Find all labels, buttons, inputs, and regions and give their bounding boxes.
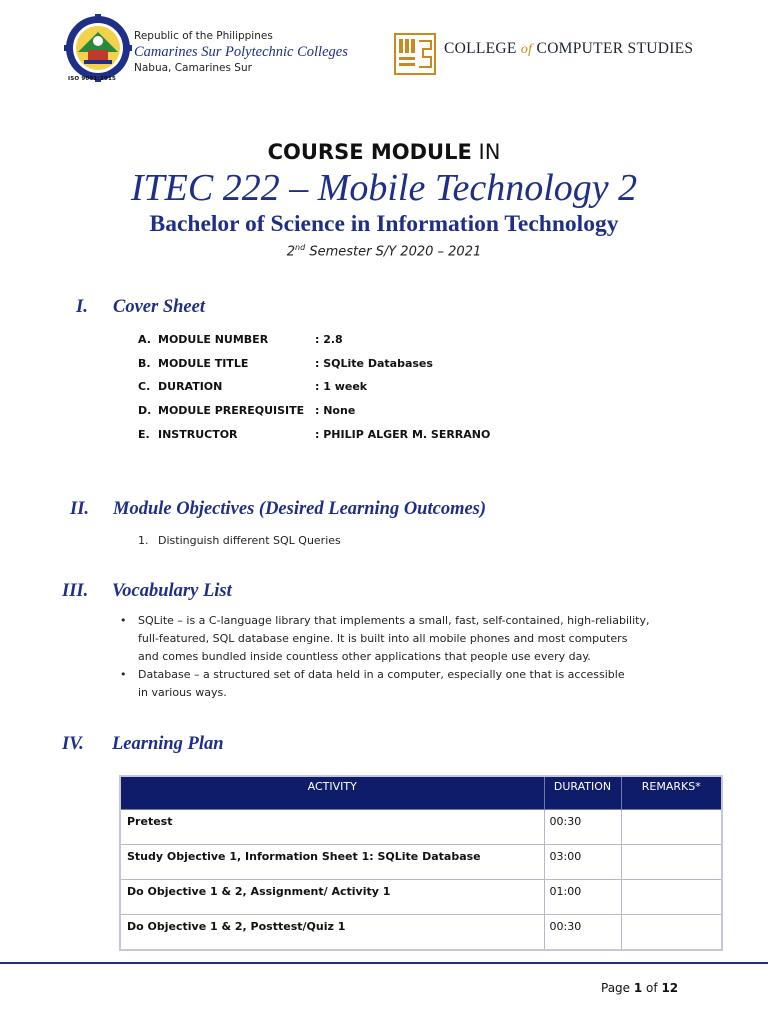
table-header-row xyxy=(120,776,722,810)
cover-row: A. MODULE NUMBER : 2.8 xyxy=(138,333,343,346)
duration-cell: 00:30 xyxy=(544,915,621,951)
duration-cell: 01:00 xyxy=(544,880,621,915)
activity-cell: Pretest xyxy=(120,810,544,845)
remarks-cell xyxy=(621,810,722,845)
cover-row: B. MODULE TITLE : SQLite Databases xyxy=(138,357,433,370)
activity-cell: Do Objective 1 & 2, Posttest/Quiz 1 xyxy=(120,915,544,951)
activity-cell: Study Objective 1, Information Sheet 1: SQLite Database xyxy=(120,845,544,880)
section-heading-learning-plan: IV. Learning Plan xyxy=(62,734,224,754)
republic-label: Republic of the Philippines xyxy=(134,30,273,42)
activity-cell: Do Objective 1 & 2, Assignment/ Activity 1 xyxy=(120,880,544,915)
column-header-duration: DURATION xyxy=(544,776,621,810)
section-heading-objectives: II. Module Objectives (Desired Learning Outcomes) xyxy=(70,499,487,519)
course-title: ITEC 222 – Mobile Technology 2 xyxy=(130,167,638,209)
section-heading-cover: I. Cover Sheet xyxy=(76,297,205,317)
duration-cell: 00:30 xyxy=(544,810,621,845)
college-name: Camarines Sur Polytechnic Colleges xyxy=(134,44,348,60)
department-name: COLLEGE of COMPUTER STUDIES xyxy=(444,40,694,57)
college-location: Nabua, Camarines Sur xyxy=(134,62,252,74)
remarks-cell xyxy=(621,880,722,915)
table-row xyxy=(120,880,722,915)
vocabulary-item: • Database – a structured set of data held in a computer, especially one that is accessible in various ways. xyxy=(120,668,625,699)
remarks-cell xyxy=(621,915,722,951)
section-heading-vocabulary: III. Vocabulary List xyxy=(62,581,232,601)
ccs-logo-icon xyxy=(394,33,436,75)
program-title: Bachelor of Science in Information Technology xyxy=(149,211,619,237)
learning-plan-table xyxy=(119,775,723,951)
iso-certification: ISO 9001:2015 xyxy=(68,76,117,82)
duration-cell: 03:00 xyxy=(544,845,621,880)
cover-row: E. INSTRUCTOR : PHILIP ALGER M. SERRANO xyxy=(138,428,491,441)
bullet-icon: • xyxy=(120,614,127,627)
table-row xyxy=(120,915,722,951)
cover-row: C. DURATION : 1 week xyxy=(138,380,368,393)
semester-label: 2nd Semester S/Y 2020 – 2021 xyxy=(286,243,482,260)
footer-divider xyxy=(0,962,768,964)
page-number: Page 1 of 12 xyxy=(601,981,679,995)
school-seal-icon xyxy=(64,14,132,82)
remarks-cell xyxy=(621,845,722,880)
column-header-remarks: REMARKS* xyxy=(621,776,722,810)
cover-row: D. MODULE PREREQUISITE : None xyxy=(138,404,356,417)
module-heading: COURSE MODULE IN xyxy=(267,140,501,164)
bullet-icon: • xyxy=(120,668,127,681)
objective-item: 1. Distinguish different SQL Queries xyxy=(138,534,341,547)
vocabulary-item: • SQLite – is a C-language library that implements a small, fast, self-contained, high-reliability, full-featured, SQL database engine. It is built into all mobile phones and most computers and comes bundled inside countless other applications that people use every day. xyxy=(120,614,650,663)
column-header-activity: ACTIVITY xyxy=(120,776,544,810)
table-row xyxy=(120,845,722,880)
table-row xyxy=(120,810,722,845)
